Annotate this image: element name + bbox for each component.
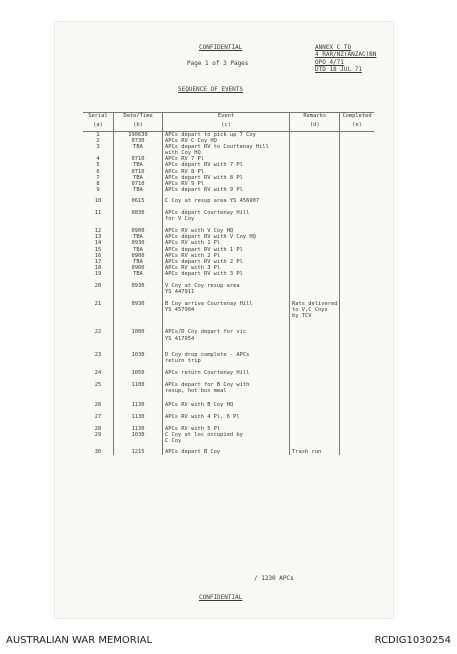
event-line: APCs depart Courtenay Hill	[165, 210, 250, 217]
table-row	[83, 204, 374, 222]
event-line: with Coy HQ	[165, 150, 201, 157]
cell-time: 0730	[114, 138, 163, 144]
cell-event	[163, 364, 290, 376]
cell-serial: 1	[83, 132, 114, 139]
cell-completed	[340, 445, 374, 455]
cell-time: TBA	[114, 175, 163, 181]
closing-note: / 1230 APCs	[254, 575, 294, 582]
cell-serial: 17	[83, 259, 114, 265]
cell-serial: 5	[83, 162, 114, 168]
cell-remarks	[290, 295, 340, 319]
sequence-of-events-table	[83, 112, 374, 455]
cell-time: 0900	[114, 222, 163, 234]
table-row	[83, 394, 374, 408]
annex-reference	[315, 44, 376, 73]
event-line: APCs RV with B Coy HQ	[165, 402, 234, 409]
cell-remarks	[290, 432, 340, 444]
cell-event	[163, 319, 290, 341]
event-line: resup, hot box meal	[165, 388, 227, 394]
cell-time: 1130	[114, 408, 163, 420]
event-line: APCs depart for B Coy with	[165, 381, 250, 388]
cell-serial: 25	[83, 376, 114, 394]
column-label: (d)	[290, 122, 340, 132]
event-line: APCs depart RV with 9 Pl	[165, 186, 243, 193]
cell-event	[163, 295, 290, 319]
cell-remarks	[290, 408, 340, 420]
event-line: YS 457904	[165, 307, 195, 314]
cell-completed	[340, 144, 374, 156]
cell-serial: 13	[83, 234, 114, 240]
cell-event	[163, 204, 290, 222]
cell-serial: 16	[83, 253, 114, 259]
remarks-line: by TCV	[292, 313, 312, 320]
table-row	[83, 420, 374, 432]
cell-serial: 20	[83, 277, 114, 295]
event-line: APCs RV with 4 Pl, 6 Pl	[165, 414, 240, 421]
cell-time: 0930	[114, 277, 163, 295]
cell-serial: 7	[83, 175, 114, 181]
table-row	[83, 277, 374, 295]
cell-serial: 12	[83, 222, 114, 234]
cell-event	[163, 432, 290, 444]
classification-header: CONFIDENTIAL	[199, 44, 243, 51]
table-row	[83, 445, 374, 455]
cell-serial: 8	[83, 181, 114, 187]
table-row	[83, 319, 374, 341]
event-line: B Coy arrive Courtenay Hill	[165, 301, 253, 308]
cell-completed	[340, 132, 374, 139]
table-row	[83, 408, 374, 420]
cell-serial: 29	[83, 432, 114, 444]
cell-completed	[340, 364, 374, 376]
cell-serial: 2	[83, 138, 114, 144]
cell-time: 0710	[114, 181, 163, 187]
event-line: APCs/D Coy depart for vic	[165, 329, 247, 336]
cell-serial: 11	[83, 204, 114, 222]
cell-serial: 4	[83, 156, 114, 162]
event-line: D Coy drop complete - APCs	[165, 351, 250, 358]
cell-serial: 15	[83, 247, 114, 253]
table-row	[83, 193, 374, 204]
cell-event	[163, 222, 290, 234]
event-line: YS 447911	[165, 289, 195, 296]
event-line: APCs depart RV with 8 Pl	[165, 174, 243, 181]
event-line: return trip	[165, 357, 201, 364]
column-header-completed: Completed	[340, 113, 374, 123]
cell-time: TBA	[114, 259, 163, 265]
cell-time: 0930	[114, 240, 163, 246]
cell-completed	[340, 420, 374, 432]
cell-event	[163, 342, 290, 364]
cell-serial: 27	[83, 408, 114, 420]
event-line: for V Coy	[165, 216, 195, 223]
cell-serial: 14	[83, 240, 114, 246]
cell-serial: 18	[83, 265, 114, 271]
table-row	[83, 144, 374, 156]
archive-reference: RCDIG1030254	[374, 635, 451, 646]
column-label: (e)	[340, 122, 374, 132]
archive-footer	[0, 632, 457, 654]
cell-time: 1030	[114, 432, 163, 444]
cell-time: 0930	[114, 295, 163, 319]
cell-serial: 26	[83, 394, 114, 408]
column-label: (a)	[83, 122, 114, 132]
cell-time: 1030	[114, 342, 163, 364]
page-info: Page 1 of 3 Pages	[187, 60, 249, 67]
cell-time: 0710	[114, 156, 163, 162]
cell-time: 0830	[114, 204, 163, 222]
table-body	[83, 132, 374, 455]
cell-event	[163, 394, 290, 408]
cell-completed	[340, 277, 374, 295]
cell-serial: 10	[83, 193, 114, 204]
cell-event	[163, 376, 290, 394]
annex-line: OPO 4/71	[315, 58, 344, 66]
cell-time: 1215	[114, 445, 163, 455]
column-header-remarks: Remarks	[290, 113, 340, 123]
cell-time: 0615	[114, 193, 163, 204]
cell-serial: 23	[83, 342, 114, 364]
event-line: V Coy at Coy resup area	[165, 282, 240, 289]
column-header-serial: Serial	[83, 113, 114, 123]
cell-serial: 21	[83, 295, 114, 319]
event-line: APCs RV 7 Pl	[165, 156, 204, 163]
cell-completed	[340, 376, 374, 394]
annex-line: ANNEX C TO	[315, 44, 352, 51]
event-line: APCs depart RV with 1 Pl	[165, 246, 243, 253]
event-line: YS 417954	[165, 335, 195, 342]
annex-line: DTD 18 JUL 71	[315, 65, 362, 73]
column-header-event: Event	[163, 113, 290, 123]
cell-time: TBA	[114, 162, 163, 168]
cell-remarks	[290, 277, 340, 295]
cell-completed	[340, 432, 374, 444]
event-line: APCs RV with 3 Pl	[165, 264, 221, 271]
table-row	[83, 295, 374, 319]
cell-event	[163, 408, 290, 420]
cell-remarks	[290, 364, 340, 376]
remarks-line: to V,C Coys	[292, 307, 328, 314]
cell-event	[163, 132, 290, 139]
cell-serial: 19	[83, 271, 114, 277]
event-line: C Coy at resup area YS 456907	[165, 197, 260, 204]
cell-serial: 30	[83, 445, 114, 455]
remarks-line: Trash run	[292, 448, 322, 455]
event-line: C Coy	[165, 438, 182, 445]
cell-remarks	[290, 376, 340, 394]
cell-time: 1100	[114, 376, 163, 394]
cell-completed	[340, 319, 374, 341]
cell-completed	[340, 408, 374, 420]
cell-event	[163, 420, 290, 432]
cell-time: 1050	[114, 364, 163, 376]
cell-serial: 24	[83, 364, 114, 376]
event-line: APCs RV with 5 Pl	[165, 426, 221, 433]
cell-completed	[340, 204, 374, 222]
cell-time: 1000	[114, 319, 163, 341]
event-line: APCs depart RV with 3 Pl	[165, 270, 243, 277]
table-row	[83, 364, 374, 376]
cell-time: TBA	[114, 144, 163, 156]
cell-completed	[340, 394, 374, 408]
event-line: APCs RV 8 Pl	[165, 168, 204, 175]
cell-serial: 9	[83, 187, 114, 193]
table-row	[83, 376, 374, 394]
cell-time: 0900	[114, 253, 163, 259]
archive-name: AUSTRALIAN WAR MEMORIAL	[6, 635, 153, 646]
event-line: APCs depart RV with 2 Pl	[165, 258, 243, 265]
cell-event	[163, 277, 290, 295]
cell-remarks	[290, 319, 340, 341]
cell-serial: 28	[83, 420, 114, 432]
cell-remarks	[290, 132, 340, 139]
cell-time: TBA	[114, 247, 163, 253]
column-label: (c)	[163, 122, 290, 132]
column-label: (b)	[114, 122, 163, 132]
cell-time: 0900	[114, 265, 163, 271]
cell-event	[163, 445, 290, 455]
event-line: C Coy at loc occupied by	[165, 432, 243, 439]
cell-remarks	[290, 144, 340, 156]
event-line: APCs depart B Coy	[165, 448, 221, 455]
cell-time: TBA	[114, 187, 163, 193]
cell-remarks	[290, 394, 340, 408]
event-line: APCs depart RV with V Coy HQ	[165, 234, 256, 241]
cell-completed	[340, 222, 374, 234]
cell-time: 0710	[114, 169, 163, 175]
event-line: APCs RV with 2 Pl	[165, 252, 221, 259]
annex-line: 4 RAR/NZ(ANZAC)BN	[315, 51, 377, 59]
cell-time: TBA	[114, 234, 163, 240]
cell-time: 190630	[114, 132, 163, 139]
cell-completed	[340, 295, 374, 319]
cell-event	[163, 144, 290, 156]
event-line: APCs depart to pick up 7 Coy	[165, 132, 256, 138]
cell-remarks	[290, 222, 340, 234]
event-line: APCs depart RV with 7 Pl	[165, 162, 243, 169]
event-line: APCs RV with 1 Pl	[165, 240, 221, 247]
table-row	[83, 342, 374, 364]
event-line: APCs return Courtenay Hill	[165, 369, 250, 376]
cell-serial: 3	[83, 144, 114, 156]
cell-serial: 6	[83, 169, 114, 175]
cell-completed	[340, 342, 374, 364]
cell-time: TBA	[114, 271, 163, 277]
cell-remarks	[290, 420, 340, 432]
cell-time: 1130	[114, 394, 163, 408]
event-line: APCs RV 9 Pl	[165, 180, 204, 187]
column-header-time: Date/Time	[114, 113, 163, 123]
cell-remarks	[290, 204, 340, 222]
cell-event	[163, 193, 290, 204]
cell-remarks	[290, 342, 340, 364]
cell-remarks	[290, 445, 340, 455]
cell-time: 1130	[114, 420, 163, 432]
cell-serial: 22	[83, 319, 114, 341]
event-line: APCs RV C Coy HQ	[165, 138, 217, 145]
table-row	[83, 432, 374, 444]
remarks-line: Rats delivered	[292, 301, 338, 308]
table-title: SEQUENCE OF EVENTS	[178, 86, 244, 93]
table-row	[83, 222, 374, 234]
cell-remarks	[290, 193, 340, 204]
cell-completed	[340, 193, 374, 204]
event-line: APCs RV with V Coy HQ	[165, 228, 234, 235]
classification-footer: CONFIDENTIAL	[199, 594, 243, 601]
table-row	[83, 132, 374, 139]
event-line: APCs depart RV to Courtenay Hill	[165, 144, 269, 151]
